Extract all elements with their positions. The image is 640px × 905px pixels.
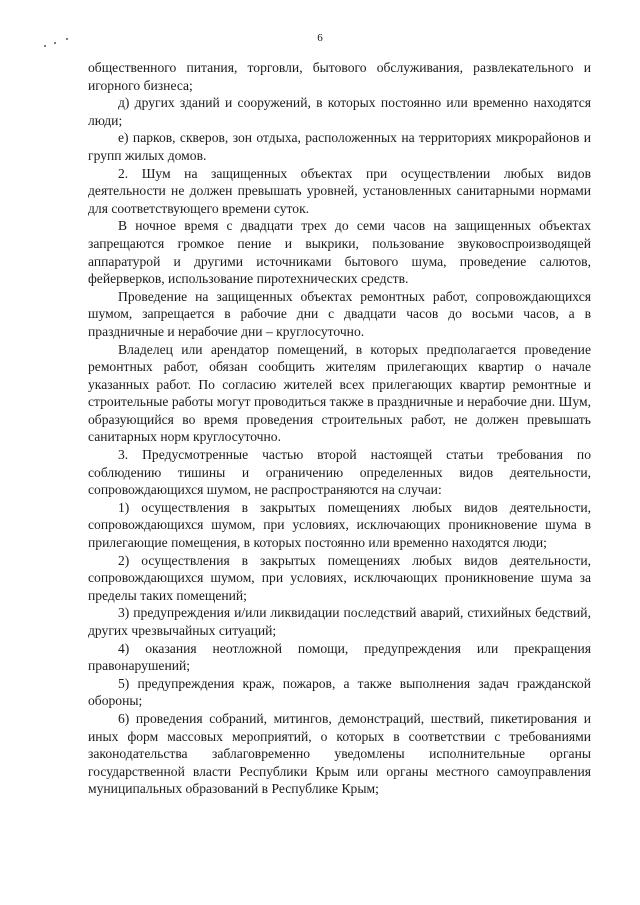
paragraph-case-1: 1) осуществления в закрытых помещениях любых видов деятельности, сопровождающихся шумом, при условиях, исключающих проникновение шума в прилегающие помещения, в которых постоянно или временно находятся люди; bbox=[88, 499, 591, 551]
document-body bbox=[88, 59, 591, 798]
paragraph-night-time: В ночное время с двадцати трех до семи часов на защищенных объектах запрещаются громкое пение и выкрики, пользование звуковоспроизводящей аппаратурой и другими источниками бытового шума, проведение салютов, фейерверков, использование пиротехнических средств. bbox=[88, 218, 591, 287]
paragraph-item-d: д) других зданий и сооружений, в которых постоянно или временно находятся люди; bbox=[88, 95, 591, 128]
paragraph-clause-3: 3. Предусмотренные частью второй настоящей статьи требования по соблюдению тишины и ограничению определенных видов деятельности, сопровождающихся шумом, не распространяются на случаи: bbox=[88, 447, 591, 498]
paragraph-case-5: 5) предупреждения краж, пожаров, а также выполнения задач гражданской обороны; bbox=[88, 675, 591, 709]
paragraph-owner-duty: Владелец или арендатор помещений, в которых предполагается проведение ремонтных работ, обязан сообщить жителям прилегающих квартир о начале указанных работ. По согласию жителей всех прилегающих квартир ремонтные и строительные работы могут проводиться также в праздничные и нерабочие дни. Шум, образующийся во время проведения строительных работ, не должен превышать санитарных норм круглосуточно. bbox=[88, 341, 591, 445]
paragraph-repair-works: Проведение на защищенных объектах ремонтных работ, сопровождающихся шумом, запрещается в рабочие дни с двадцати часов до восьми часов, а в праздничные и нерабочие дни – круглосуточно. bbox=[88, 288, 591, 339]
page-number: 6 bbox=[317, 32, 323, 44]
paragraph-continuation: общественного питания, торговли, бытового обслуживания, развлекательного и игорного бизнеса; bbox=[88, 60, 591, 93]
paragraph-case-4: 4) оказания неотложной помощи, предупреждения или прекращения правонарушений; bbox=[88, 640, 591, 674]
paragraph-case-3: 3) предупреждения и/или ликвидации последствий аварий, стихийных бедствий, других чрезвычайных ситуаций; bbox=[88, 605, 591, 638]
paragraph-clause-2: 2. Шум на защищенных объектах при осуществлении любых видов деятельности не должен превышать уровней, установленных санитарными нормами для соответствующего времени суток. bbox=[88, 165, 591, 216]
paragraph-case-6: 6) проведения собраний, митингов, демонстраций, шествий, пикетирования и иных форм массовых мероприятий, о которых в соответствии с требованиями законодательства заблаговременно уведомлены исполнительные органы государственной власти Республики Крым или органы местного самоуправления муниципальных образований в Республике Крым; bbox=[88, 710, 591, 797]
paragraph-item-e: е) парков, скверов, зон отдыха, расположенных на территориях микрорайонов и групп жилых домов. bbox=[88, 130, 591, 163]
paragraph-case-2: 2) осуществления в закрытых помещениях любых видов деятельности, сопровождающихся шумом, при условиях, исключающих проникновение шума за пределы таких помещений; bbox=[88, 552, 591, 603]
